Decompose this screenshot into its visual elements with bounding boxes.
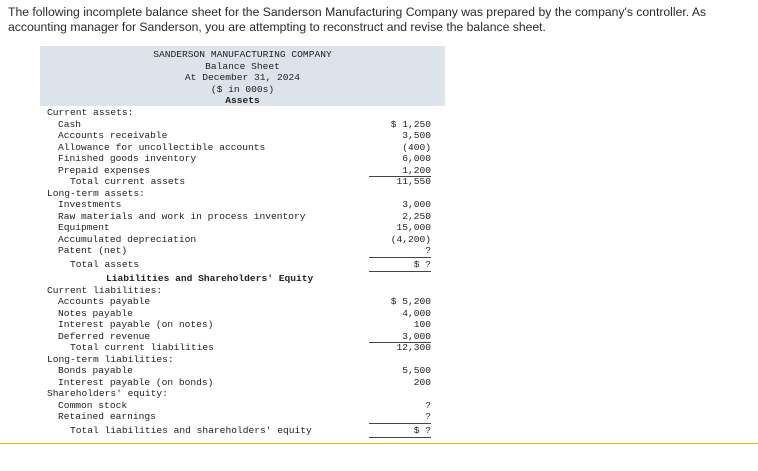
liabilities-heading: Liabilities and Shareholders' Equity	[106, 273, 314, 284]
total-liabilities-equity-row: Total liabilities and shareholders' equity $ ?	[70, 425, 431, 436]
table-row: Interest payable (on notes) 100	[58, 319, 431, 330]
longterm-liabilities-heading: Long-term liabilities:	[47, 353, 174, 365]
table-row: Allowance for uncollectible accounts (400)	[58, 141, 431, 153]
statement-date: At December 31, 2024	[184, 72, 301, 83]
total-assets-row: Total assets $ ?	[70, 259, 431, 270]
statement-title: Balance Sheet	[205, 60, 280, 72]
table-row: Patent (net) ?	[58, 245, 431, 256]
total-current-assets-row: Total current assets 11,550	[70, 176, 431, 187]
table-row: Accounts payable $ 5,200	[58, 296, 431, 307]
bottom-divider	[0, 443, 758, 444]
table-row: Bonds payable 5,500	[58, 365, 431, 376]
table-row: Equipment 15,000	[58, 222, 431, 233]
table-row: Investments 3,000	[58, 199, 431, 210]
table-row: Deferred revenue 3,000	[58, 330, 431, 342]
company-name: SANDERSON MANUFACTURING COMPANY	[153, 49, 332, 60]
table-row: Accounts receivable 3,500	[58, 130, 431, 141]
table-row: Finished goods inventory 6,000	[58, 153, 431, 164]
equity-heading: Shareholders' equity:	[47, 388, 168, 399]
current-assets-heading: Current assets:	[47, 107, 134, 118]
statement-units: ($ in 000s)	[210, 83, 275, 95]
balance-sheet	[40, 46, 445, 441]
table-row: Cash $ 1,250	[58, 118, 431, 130]
intro-paragraph: The following incomplete balance sheet for the Sanderson Manufacturing Company was prepared by the company's controller. As accounting manager for Sanderson, you are attempting to reconstruct and revise the balance sheet.	[8, 5, 707, 34]
table-row: Prepaid expenses 1,200	[58, 164, 431, 176]
total-current-liabilities-row: Total current liabilities 12,300	[70, 342, 431, 353]
current-liabilities-heading: Current liabilities:	[47, 284, 163, 296]
table-row: Interest payable (on bonds) 200	[58, 376, 431, 388]
table-row: Common stock ?	[58, 399, 431, 411]
table-row: Accumulated depreciation (4,200)	[58, 233, 431, 245]
table-row: Notes payable 4,000	[58, 307, 431, 319]
table-row: Retained earnings ?	[58, 411, 431, 422]
table-row: Raw materials and work in process inventory 2,250	[58, 210, 431, 222]
longterm-assets-heading: Long-term assets:	[47, 187, 145, 199]
statement-header	[40, 46, 445, 106]
assets-heading: Assets	[225, 95, 260, 106]
